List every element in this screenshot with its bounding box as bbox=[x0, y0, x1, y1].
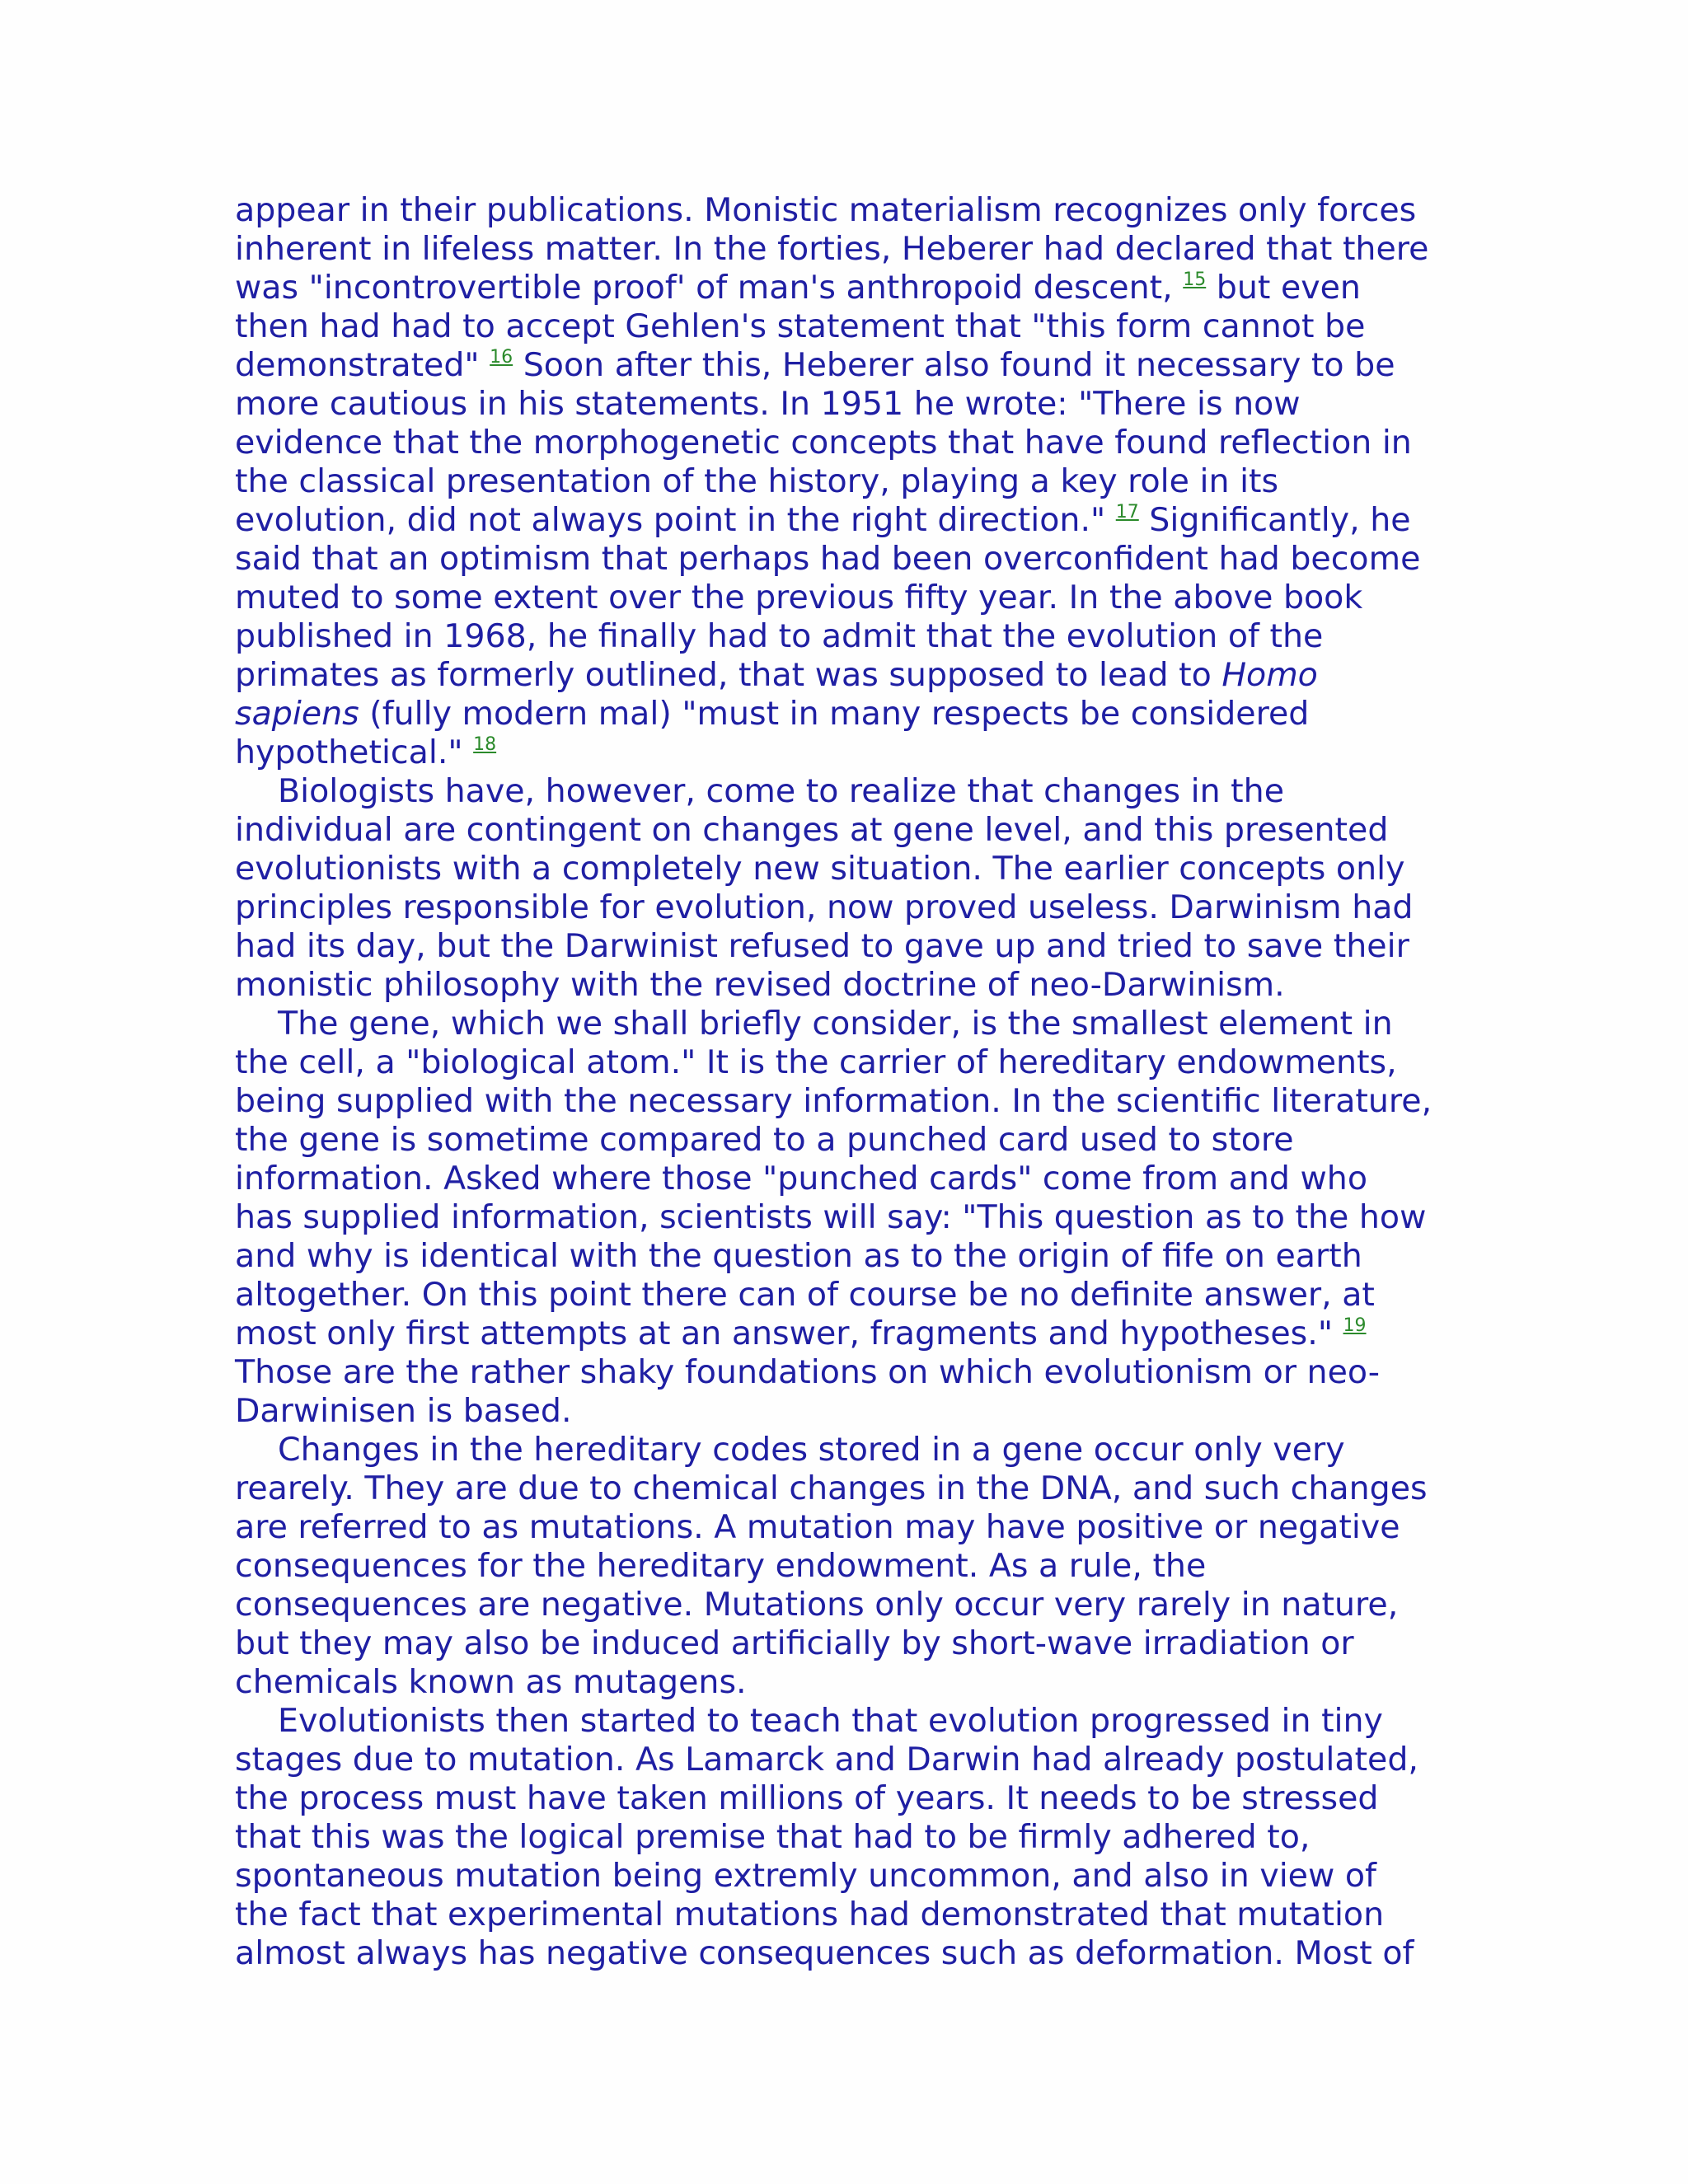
text-segment: information. Asked where those "punched cards" come from and who bbox=[235, 1160, 1367, 1197]
text-line bbox=[235, 1392, 1479, 1431]
text-segment: altogether. On this point there can of course be no definite answer, at bbox=[235, 1276, 1375, 1314]
footnote-link[interactable]: 18 bbox=[473, 734, 497, 755]
text-line bbox=[235, 1702, 1479, 1741]
text-segment: consequences for the hereditary endowment. As a rule, the bbox=[235, 1547, 1207, 1585]
text-line bbox=[235, 1082, 1479, 1121]
text-segment: stages due to mutation. As Lamarck and Darwin had already postulated, bbox=[235, 1741, 1418, 1779]
text-line bbox=[235, 540, 1479, 579]
footnote-link[interactable]: 15 bbox=[1183, 269, 1207, 290]
text-line bbox=[235, 1779, 1479, 1818]
text-line bbox=[235, 1276, 1479, 1315]
text-line bbox=[235, 1896, 1479, 1934]
text-line bbox=[235, 269, 1479, 307]
text-line bbox=[235, 1663, 1479, 1702]
text-segment: Darwinisen is based. bbox=[235, 1392, 572, 1430]
italic-text: Homo bbox=[1221, 656, 1318, 694]
text-segment: then had had to accept Gehlen's statement that "this form cannot be bbox=[235, 307, 1366, 345]
text-segment: muted to some extent over the previous fifty year. In the above book bbox=[235, 579, 1363, 616]
text-segment: individual are contingent on changes at gene level, and this presented bbox=[235, 811, 1389, 849]
text-segment: appear in their publications. Monistic materialism recognizes only forces bbox=[235, 191, 1417, 229]
text-line bbox=[235, 1741, 1479, 1779]
text-segment: the fact that experimental mutations had demonstrated that mutation bbox=[235, 1896, 1385, 1933]
text-line bbox=[235, 695, 1479, 733]
text-line bbox=[235, 1353, 1479, 1392]
text-line bbox=[235, 346, 1479, 385]
text-line bbox=[235, 1508, 1479, 1547]
text-segment: that this was the logical premise that had to be firmly adhered to, bbox=[235, 1818, 1311, 1856]
text-segment: more cautious in his statements. In 1951 he wrote: "There is now bbox=[235, 385, 1301, 423]
paragraph bbox=[235, 1431, 1479, 1702]
text-line bbox=[235, 1547, 1479, 1586]
text-segment: was "incontrovertible proof' of man's anthropoid descent, bbox=[235, 269, 1184, 307]
text-segment: the gene is sometime compared to a punched card used to store bbox=[235, 1121, 1294, 1159]
text-segment: Biologists have, however, come to realize that changes in the bbox=[278, 772, 1285, 810]
text-segment: (fully modern mal) "must in many respects be considered bbox=[359, 695, 1310, 733]
text-segment: said that an optimism that perhaps had been overconfident had become bbox=[235, 540, 1421, 578]
text-segment: chemicals known as mutagens. bbox=[235, 1663, 747, 1701]
text-line bbox=[235, 1315, 1479, 1353]
text-line bbox=[235, 1160, 1479, 1198]
document-page bbox=[235, 191, 1479, 1973]
text-segment: monistic philosophy with the revised doctrine of neo-Darwinism. bbox=[235, 966, 1285, 1004]
text-segment: the cell, a "biological atom." It is the carrier of hereditary endowments, bbox=[235, 1043, 1397, 1081]
text-line bbox=[235, 1857, 1479, 1896]
text-segment: evidence that the morphogenetic concepts that have found reflection in bbox=[235, 424, 1412, 462]
paragraph bbox=[235, 1702, 1479, 1973]
text-line bbox=[235, 927, 1479, 966]
text-line bbox=[235, 850, 1479, 888]
text-line bbox=[235, 1198, 1479, 1237]
text-segment: Changes in the hereditary codes stored in a gene occur only very bbox=[278, 1431, 1345, 1469]
text-segment: but they may also be induced artificially by short-wave irradiation or bbox=[235, 1624, 1354, 1662]
text-line bbox=[235, 656, 1479, 695]
text-segment: evolution, did not always point in the right direction." bbox=[235, 501, 1116, 539]
text-line bbox=[235, 1818, 1479, 1857]
footnote-link[interactable]: 17 bbox=[1115, 502, 1139, 523]
text-segment: demonstrated" bbox=[235, 346, 490, 384]
text-segment: evolutionists with a completely new situation. The earlier concepts only bbox=[235, 850, 1405, 888]
text-line bbox=[235, 424, 1479, 462]
text-line bbox=[235, 733, 1479, 772]
text-line bbox=[235, 191, 1479, 230]
text-segment: the process must have taken millions of years. It needs to be stressed bbox=[235, 1779, 1379, 1817]
text-segment: Those are the rather shaky foundations on which evolutionism or neo- bbox=[235, 1353, 1381, 1391]
text-segment: being supplied with the necessary information. In the scientific literature, bbox=[235, 1082, 1432, 1120]
footnote-link[interactable]: 19 bbox=[1343, 1315, 1367, 1336]
text-segment: Soon after this, Heberer also found it necessary to be bbox=[513, 346, 1395, 384]
text-line bbox=[235, 462, 1479, 501]
text-segment: hypothetical." bbox=[235, 733, 474, 771]
text-line bbox=[235, 230, 1479, 269]
text-segment: The gene, which we shall briefly consider, is the smallest element in bbox=[278, 1005, 1393, 1043]
text-segment: published in 1968, he finally had to admit that the evolution of the bbox=[235, 617, 1324, 655]
paragraph bbox=[235, 191, 1479, 772]
text-segment: rearely. They are due to chemical changes in the DNA, and such changes bbox=[235, 1469, 1428, 1507]
italic-text: sapiens bbox=[235, 695, 359, 733]
text-line bbox=[235, 1237, 1479, 1276]
footnote-link[interactable]: 16 bbox=[490, 347, 513, 368]
text-line bbox=[235, 811, 1479, 850]
text-segment: almost always has negative consequences such as deformation. Most of bbox=[235, 1934, 1414, 1972]
text-segment: principles responsible for evolution, now proved useless. Darwinism had bbox=[235, 888, 1414, 926]
text-line bbox=[235, 1005, 1479, 1043]
text-segment: consequences are negative. Mutations only occur very rarely in nature, bbox=[235, 1586, 1399, 1624]
text-line bbox=[235, 888, 1479, 927]
text-line bbox=[235, 1043, 1479, 1082]
text-line bbox=[235, 966, 1479, 1005]
text-line bbox=[235, 1934, 1479, 1973]
text-line bbox=[235, 1121, 1479, 1160]
text-line bbox=[235, 385, 1479, 424]
text-segment: Evolutionists then started to teach that evolution progressed in tiny bbox=[278, 1702, 1383, 1740]
paragraph bbox=[235, 772, 1479, 1005]
text-segment: most only first attempts at an answer, fragments and hypotheses." bbox=[235, 1315, 1343, 1352]
text-line bbox=[235, 772, 1479, 811]
text-segment: and why is identical with the question as to the origin of fife on earth bbox=[235, 1237, 1362, 1275]
text-line bbox=[235, 501, 1479, 540]
text-segment: spontaneous mutation being extremly uncommon, and also in view of bbox=[235, 1857, 1376, 1895]
text-line bbox=[235, 1624, 1479, 1663]
text-segment: had its day, but the Darwinist refused to gave up and tried to save their bbox=[235, 927, 1409, 965]
text-segment: are referred to as mutations. A mutation may have positive or negative bbox=[235, 1508, 1400, 1546]
text-segment: the classical presentation of the history, playing a key role in its bbox=[235, 462, 1279, 500]
text-line bbox=[235, 307, 1479, 346]
text-line bbox=[235, 579, 1479, 617]
text-segment: has supplied information, scientists will say: "This question as to the how bbox=[235, 1198, 1427, 1236]
text-line bbox=[235, 1586, 1479, 1624]
text-segment: but even bbox=[1206, 269, 1361, 307]
text-segment: inherent in lifeless matter. In the forties, Heberer had declared that there bbox=[235, 230, 1429, 268]
text-line bbox=[235, 1431, 1479, 1469]
text-segment: Significantly, he bbox=[1138, 501, 1411, 539]
paragraph bbox=[235, 1005, 1479, 1431]
text-line bbox=[235, 1469, 1479, 1508]
text-segment: primates as formerly outlined, that was supposed to lead to bbox=[235, 656, 1222, 694]
text-line bbox=[235, 617, 1479, 656]
